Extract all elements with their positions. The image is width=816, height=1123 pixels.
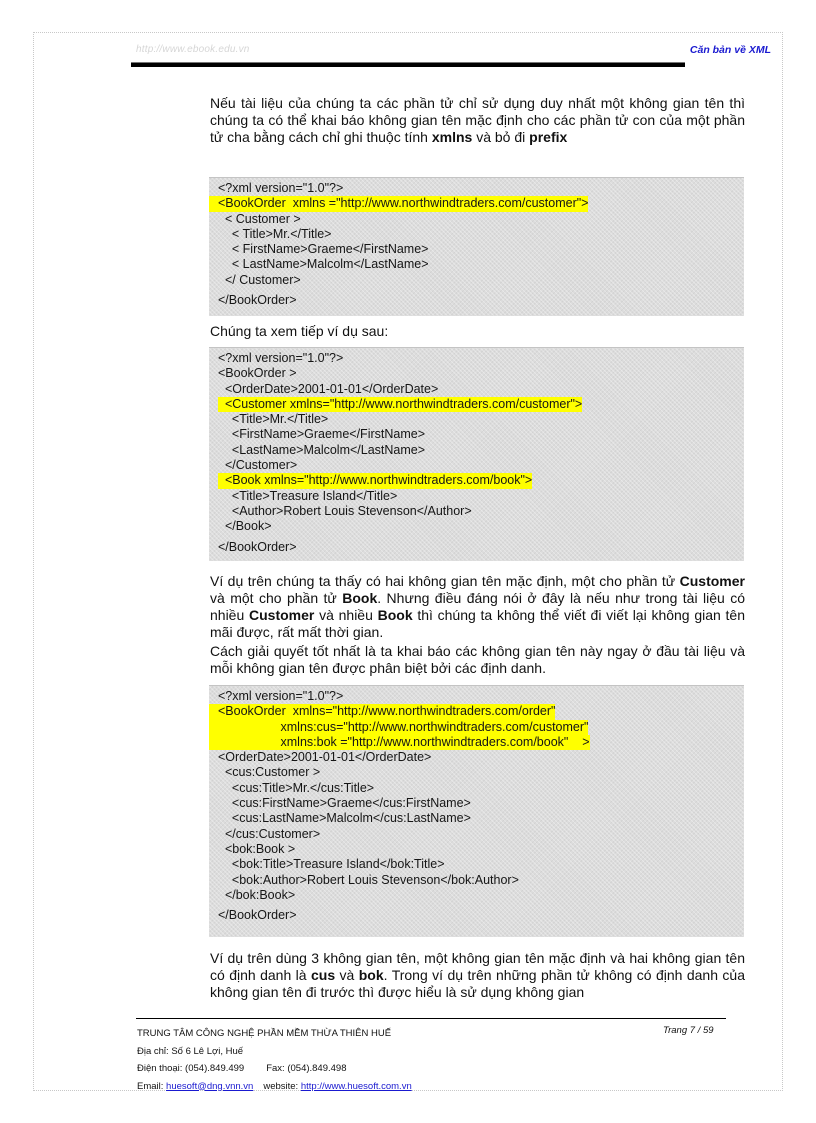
footer-contact	[137, 1060, 412, 1078]
para3-text: . Nhưng điều đáng nói ở đây là nếu như trong tài liệu có nhiều	[210, 590, 745, 623]
code-line: <bok:Title>Treasure Island</bok:Title>	[218, 857, 445, 872]
keyword-cus: cus	[310, 967, 336, 983]
code-line: </ Customer>	[218, 272, 301, 287]
code-line: <?xml version="1.0"?>	[218, 351, 344, 365]
code-line: <bok:Book >	[218, 841, 296, 856]
code-line-highlighted: <BookOrder xmlns ="http://www.northwindtraders.com/customer">	[209, 196, 588, 211]
code-line-highlighted: <BookOrder xmlns="http://www.northwindtraders.com/order"	[209, 704, 555, 719]
code-line: < Customer >	[218, 211, 301, 226]
keyword-customer: Customer	[249, 607, 315, 623]
code-line: <Title>Treasure Island</Title>	[218, 488, 398, 503]
code-line: </BookOrder>	[218, 293, 297, 308]
code-line: <FirstName>Graeme</FirstName>	[218, 427, 426, 442]
para3-text: Ví dụ trên chúng ta thấy có hai không gian tên mặc định, một cho phần tử	[210, 573, 680, 589]
code-line: <Author>Robert Louis Stevenson</Author>	[218, 503, 472, 518]
para3-text: và một cho phần tử	[210, 590, 343, 606]
footer-website-label: website:	[263, 1080, 301, 1092]
keyword-customer: Customer	[679, 573, 745, 589]
footer	[137, 1025, 412, 1095]
code-block-2	[209, 347, 744, 561]
keyword-book: Book	[377, 607, 413, 623]
header-url: http://www.ebook.edu.vn	[136, 44, 250, 55]
code-line: <cus:Title>Mr.</cus:Title>	[218, 780, 375, 795]
para1-text: Nếu tài liệu của chúng ta các phần tử chỉ sử dụng duy nhất một không gian tên thì chúng ta có thể khai báo không gian tên mặc định cho các phần tử con của một phần tử cha bằng cách chỉ ghi thuộc tính	[210, 95, 745, 145]
code-line: <?xml version="1.0"?>	[218, 181, 344, 195]
code-line: <OrderDate>2001-01-01</OrderDate>	[218, 750, 432, 765]
code-line: </bok:Book>	[218, 887, 296, 902]
para3-text: thì chúng ta không thể viết đi viết lại không gian tên mãi được, rất mất thời gian.	[210, 607, 745, 640]
keyword-prefix: prefix	[529, 129, 568, 145]
code-line: <BookOrder >	[218, 366, 297, 381]
code-block-1	[209, 177, 744, 316]
code-line-highlighted: <Customer xmlns="http://www.northwindtraders.com/customer">	[218, 396, 583, 411]
footer-fax: Fax: (054).849.498	[266, 1063, 347, 1074]
code-line-highlighted: xmlns:bok ="http://www.northwindtraders.com/book" >	[209, 735, 590, 750]
footer-email-label: Email:	[137, 1080, 167, 1092]
code-line: < LastName>Malcolm</LastName>	[218, 257, 429, 272]
code-line: <bok:Author>Robert Louis Stevenson</bok:Author>	[218, 872, 519, 887]
footer-rule	[136, 1018, 726, 1019]
keyword-bok: bok	[358, 967, 384, 983]
code-line: <?xml version="1.0"?>	[218, 689, 344, 703]
para5-text: Ví dụ trên dùng 3 không gian tên, một không gian tên mặc định và hai không gian tên có định danh là	[210, 950, 745, 983]
footer-phone: Điện thoại: (054).849.499	[137, 1063, 245, 1074]
code-line: <cus:LastName>Malcolm</cus:LastName>	[218, 811, 471, 826]
code-line: </cus:Customer>	[218, 826, 321, 841]
para5-text: và	[335, 967, 359, 983]
code-line: <LastName>Malcolm</LastName>	[218, 442, 426, 457]
page-number: Trang 7 / 59	[663, 1025, 714, 1036]
code-line: <Title>Mr.</Title>	[218, 412, 329, 427]
footer-address: Địa chỉ: Số 6 Lê Lợi, Huế	[137, 1045, 244, 1057]
keyword-xmlns: xmlns	[431, 129, 473, 145]
code-line-highlighted: <Book xmlns="http://www.northwindtraders.com/book">	[218, 473, 533, 488]
code-block-3	[209, 685, 744, 937]
code-line: </BookOrder>	[218, 539, 297, 554]
code-line: < FirstName>Graeme</FirstName>	[218, 242, 429, 257]
paragraph-three-namespaces	[210, 950, 745, 1001]
code-line: </Book>	[218, 519, 272, 534]
code-line-highlighted: xmlns:cus="http://www.northwindtraders.com/customer"	[209, 720, 588, 735]
code-line: </Customer>	[218, 458, 298, 473]
paragraph-next-example: Chúng ta xem tiếp ví dụ sau:	[210, 323, 389, 339]
header-rule	[131, 62, 685, 67]
code-line: <OrderDate>2001-01-01</OrderDate>	[218, 381, 439, 396]
code-line: </BookOrder>	[218, 908, 297, 923]
paragraph-best-solution: Cách giải quyết tốt nhất là ta khai báo các không gian tên này ngay ở đầu tài liệu và mỗi không gian tên được phân biệt bởi các định danh.	[210, 643, 745, 676]
email-link[interactable]: huesoft@dng.vnn.vn	[166, 1080, 254, 1092]
para1-text: và bỏ đi	[472, 129, 530, 145]
footer-links	[137, 1078, 412, 1096]
paragraph-default-namespace	[210, 95, 745, 146]
code-line: <cus:Customer >	[218, 765, 321, 780]
code-line: < Title>Mr.</Title>	[218, 226, 332, 241]
header-title: Căn bản về XML	[689, 44, 771, 56]
code-line: <cus:FirstName>Graeme</cus:FirstName>	[218, 796, 471, 811]
footer-org: TRUNG TÂM CÔNG NGHỆ PHẦN MỀM THỪA THIÊN HUẾ	[137, 1028, 392, 1039]
keyword-book: Book	[342, 590, 378, 606]
para5-text: . Trong ví dụ trên những phần tử không có định danh của không gian tên đi trước thì được hiểu là sử dụng không gian	[210, 967, 745, 1000]
para3-text: và nhiều	[314, 607, 378, 623]
paragraph-two-default-namespaces	[210, 573, 745, 641]
website-link[interactable]: http://www.huesoft.com.vn	[300, 1080, 412, 1092]
